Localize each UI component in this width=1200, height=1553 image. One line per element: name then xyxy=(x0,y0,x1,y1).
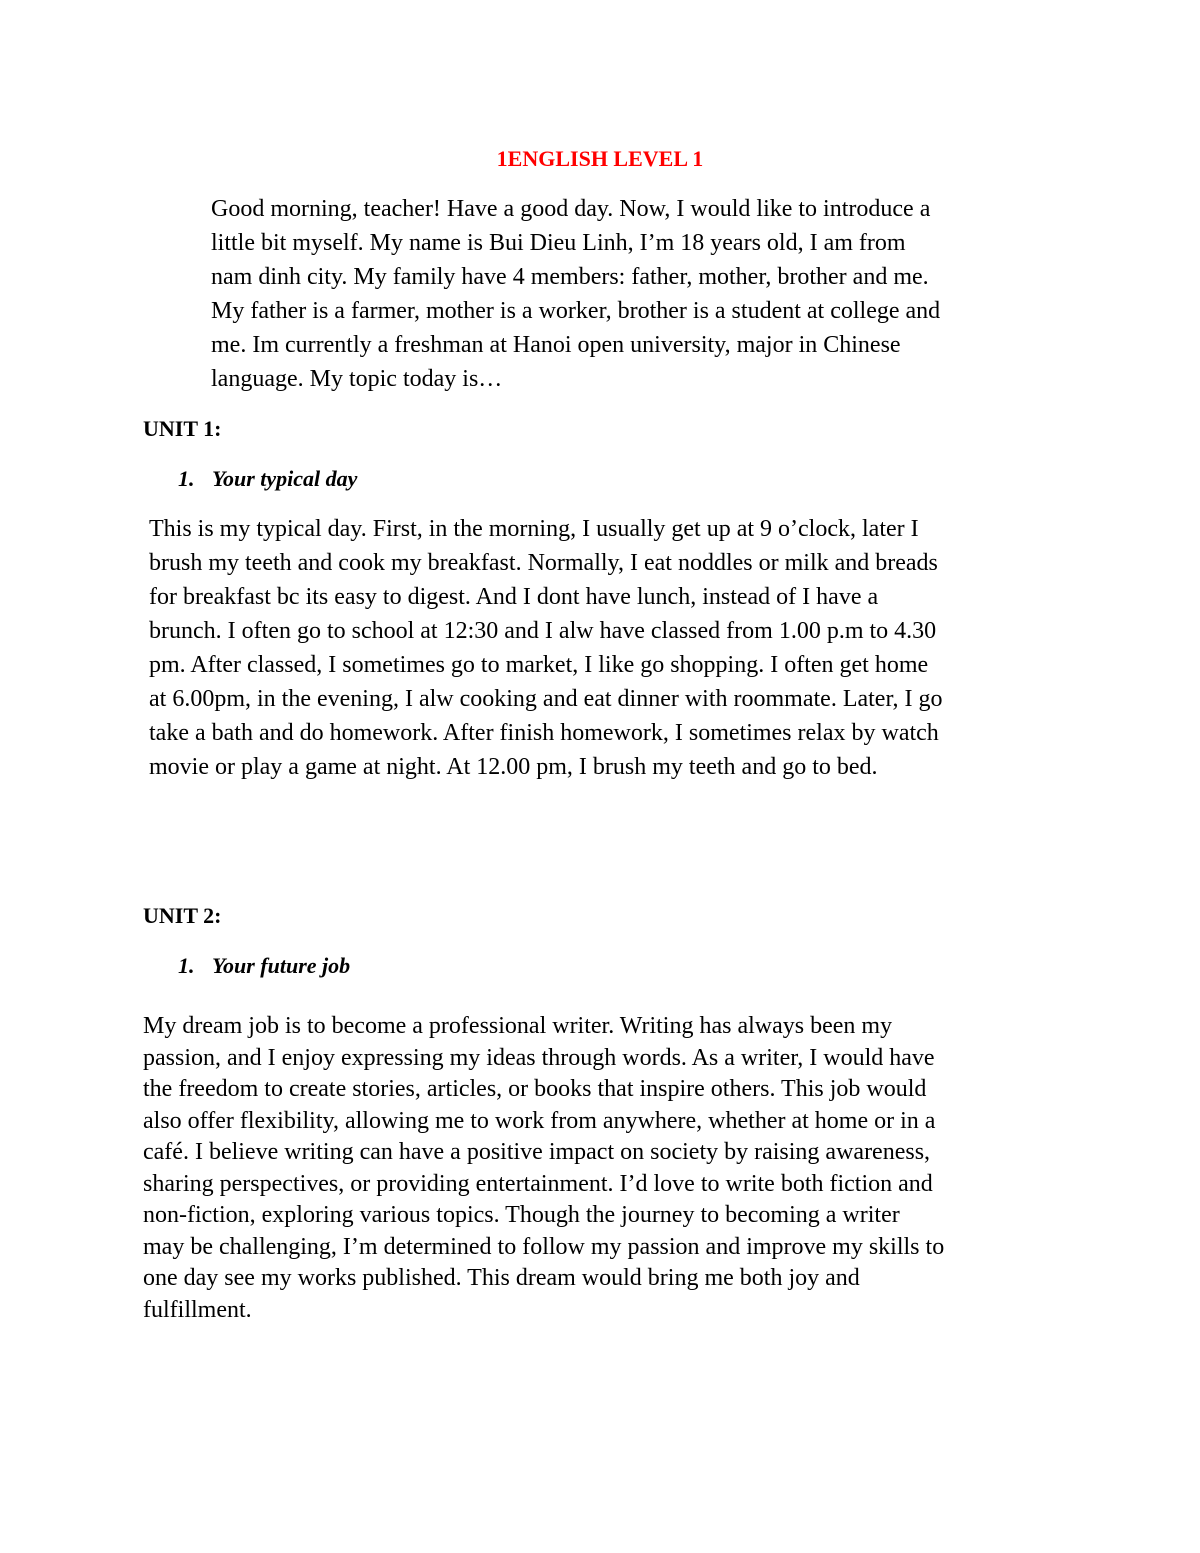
unit-1-paragraph xyxy=(143,512,1063,784)
intro-line: My father is a farmer, mother is a worker, brother is a student at college and xyxy=(211,298,941,324)
unit-1-heading: UNIT 1: xyxy=(143,416,222,441)
document-title: 1ENGLISH LEVEL 1 xyxy=(496,146,704,171)
unit-2-line: non-fiction, exploring various topics. Though the journey to becoming a writer xyxy=(143,1202,900,1228)
intro-line: nam dinh city. My family have 4 members: father, mother, brother and me. xyxy=(211,264,929,290)
topic-title: Your future job xyxy=(212,953,351,978)
unit-2-line: My dream job is to become a professional writer. Writing has always been my xyxy=(143,1013,893,1039)
unit-1-line: This is my typical day. First, in the morning, I usually get up at 9 o’clock, later I xyxy=(149,516,919,542)
unit-1-line: brunch. I often go to school at 12:30 and I alw have classed from 1.00 p.m to 4.30 xyxy=(149,618,937,644)
unit-2-line: one day see my works published. This dream would bring me both joy and xyxy=(143,1265,860,1291)
unit-2-line: sharing perspectives, or providing entertainment. I’d love to write both fiction and xyxy=(143,1170,933,1197)
intro-line: little bit myself. My name is Bui Dieu Linh, I’m 18 years old, I am from xyxy=(211,230,906,256)
topic-number: 1. xyxy=(178,953,195,978)
unit-1-line: movie or play a game at night. At 12.00 pm, I brush my teeth and go to bed. xyxy=(149,754,878,780)
unit-2-heading: UNIT 2: xyxy=(143,903,222,928)
unit-2-line: the freedom to create stories, articles, or books that inspire others. This job would xyxy=(143,1076,927,1102)
unit-2-line: may be challenging, I’m determined to follow my passion and improve my skills to xyxy=(143,1233,945,1260)
topic-title: Your typical day xyxy=(212,466,358,491)
unit-2-line: café. I believe writing can have a positive impact on society by raising awareness, xyxy=(143,1139,931,1165)
unit-1-line: for breakfast bc its easy to digest. And I dont have lunch, instead of I have a xyxy=(149,584,879,610)
unit-1-line: take a bath and do homework. After finish homework, I sometimes relax by watch xyxy=(149,720,939,746)
unit-2-line: fulfillment. xyxy=(143,1296,252,1323)
unit-2-topic xyxy=(178,951,350,981)
intro-line: language. My topic today is… xyxy=(211,366,503,392)
unit-1-line: pm. After classed, I sometimes go to market, I like go shopping. I often get home xyxy=(149,652,929,678)
unit-1-line: brush my teeth and cook my breakfast. Normally, I eat noddles or milk and breads xyxy=(149,550,938,576)
unit-2-line: also offer flexibility, allowing me to work from anywhere, whether at home or in a xyxy=(143,1107,936,1134)
topic-number: 1. xyxy=(178,466,195,491)
intro-line: Good morning, teacher! Have a good day. Now, I would like to introduce a xyxy=(211,196,931,222)
unit-1-topic xyxy=(178,464,357,494)
intro-line: me. Im currently a freshman at Hanoi open university, major in Chinese xyxy=(211,332,901,358)
intro-paragraph xyxy=(211,192,1071,396)
unit-1-line: at 6.00pm, in the evening, I alw cooking and eat dinner with roommate. Later, I go xyxy=(149,686,943,712)
unit-2-paragraph xyxy=(143,1011,1068,1326)
unit-2-line: passion, and I enjoy expressing my ideas through words. As a writer, I would have xyxy=(143,1044,935,1071)
